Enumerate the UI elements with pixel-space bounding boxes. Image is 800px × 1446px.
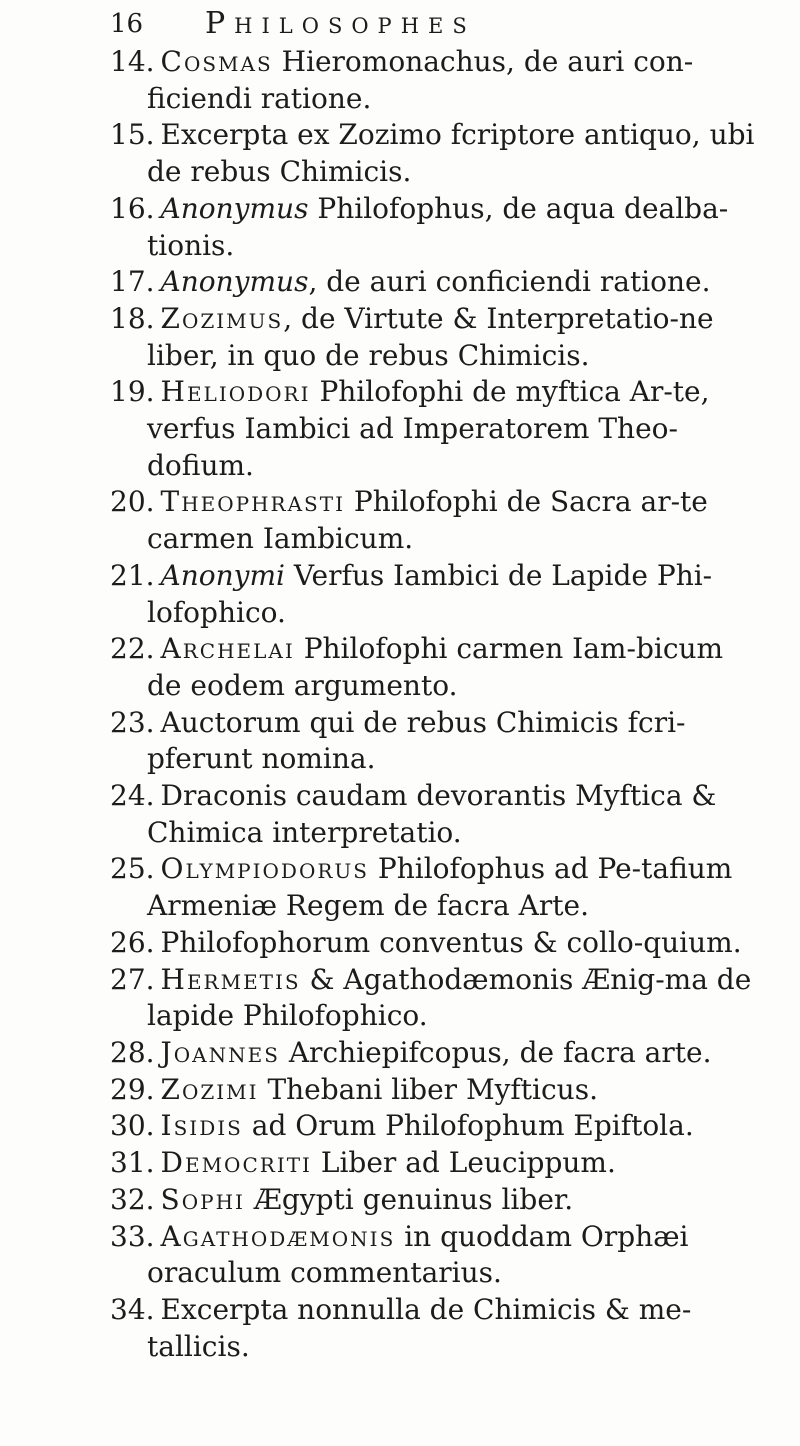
entry-number: 25. [110,852,155,886]
entry-number: 28. [110,1035,155,1069]
entry-number: 29. [110,1072,155,1106]
list-item [110,301,760,374]
entry-author: Theophrasti [160,485,345,519]
entry-text: Hieromonachus, de auri con-ficiendi ratione. [147,45,694,115]
entry-number: 16. [110,191,155,225]
entry-text: Philofophi de Sacra ar-te carmen Iambicum. [147,485,708,556]
entry-text: Philofophi carmen Iam-bicum de eodem argumento. [147,632,724,702]
entry-author: Zozimus [160,301,284,335]
list-item [110,558,760,631]
list-item [110,1145,760,1182]
list-item [110,925,760,962]
page-header [110,6,710,42]
list-item [110,705,760,778]
list-item [110,1035,760,1072]
entry-text: Ægypti genuinus liber. [253,1182,574,1216]
entry-text: Excerpta nonnulla de Chimicis & me-tallicis. [147,1292,692,1363]
entry-number: 32. [110,1182,155,1216]
entry-text: Philofophorum conventus & collo-quium. [160,925,742,959]
list-item [110,1292,760,1365]
entry-number: 22. [110,632,155,666]
entry-number: 21. [110,558,155,592]
entry-number: 23. [110,705,155,739]
list-item [110,1219,760,1292]
entry-author: Archelai [160,632,295,666]
entry-author: Anonymus [160,191,309,225]
entry-author: Olympiodorus [160,852,369,886]
list-item [110,484,760,557]
list-item [110,117,760,190]
list-item [110,374,760,484]
entry-author: Joannes [160,1035,280,1069]
entry-list [110,44,760,1365]
entry-number: 30. [110,1109,155,1143]
entry-text: & Agathodæmonis Ænig-ma de lapide Philofophico. [147,962,752,1033]
entry-author: Anonymus [160,265,309,299]
entry-author: Isidis [160,1109,243,1143]
entry-number: 34. [110,1292,155,1326]
entry-author: Anonymi [160,558,285,592]
entry-number: 20. [110,485,155,519]
entry-text: Liber ad Leucippum. [320,1146,616,1180]
list-item [110,264,760,301]
entry-number: 18. [110,301,155,335]
entry-text: Archiepifcopus, de facra arte. [288,1035,712,1069]
entry-text: , de Virtute & Interpretatio-ne liber, in quo de rebus Chimicis. [147,301,714,372]
entry-text: , de auri conficiendi ratione. [308,265,711,299]
entry-author: Democriti [160,1146,312,1180]
page-number: 16 [110,9,144,39]
list-item [110,962,760,1035]
entry-number: 15. [110,118,155,152]
entry-text: Draconis caudam devorantis Myftica & Chimica interpretatio. [147,779,717,849]
entry-number: 31. [110,1146,155,1180]
entry-number: 33. [110,1219,155,1253]
entry-author: Cosmas [160,45,273,78]
entry-text: ad Orum Philofophum Epiftola. [251,1109,694,1143]
entry-text: Philofophi de myftica Ar-te, verfus Iambici ad Imperatorem Theo-dofium. [147,375,710,482]
running-head: Philosophes [205,6,476,41]
entry-text: Thebani liber Myfticus. [267,1072,598,1106]
entry-number: 24. [110,779,155,813]
entry-author: Zozimi [160,1072,259,1106]
list-item [110,1072,760,1109]
list-item [110,44,760,117]
entry-number: 17. [110,265,155,299]
entry-text: Excerpta ex Zozimo fcriptore antiquo, ubi de rebus Chimicis. [147,118,755,189]
entry-text: Philofophus, de aqua dealba-tionis. [147,191,729,262]
entry-text: Philofophus ad Pe-tafium Armeniæ Regem de facra Arte. [147,852,733,923]
entry-number: 27. [110,962,155,996]
list-item [110,851,760,924]
entry-text: Auctorum qui de rebus Chimicis fcri-pferunt nomina. [147,705,686,776]
list-item [110,1108,760,1145]
list-item [110,191,760,264]
entry-number: 26. [110,925,155,959]
list-item [110,1182,760,1219]
entry-text: Verfus Iambici de Lapide Phi-lofophico. [147,558,713,629]
entry-author: Sophi [160,1182,245,1216]
entry-author: Agathodæmonis [160,1219,396,1253]
list-item [110,778,760,851]
entry-text: in quoddam Orphæi oraculum commentarius. [147,1219,689,1290]
entry-author: Hermetis [160,962,301,996]
entry-author: Heliodori [160,375,311,409]
list-item [110,631,760,704]
entry-number: 19. [110,375,155,409]
entry-number: 14. [110,45,155,78]
